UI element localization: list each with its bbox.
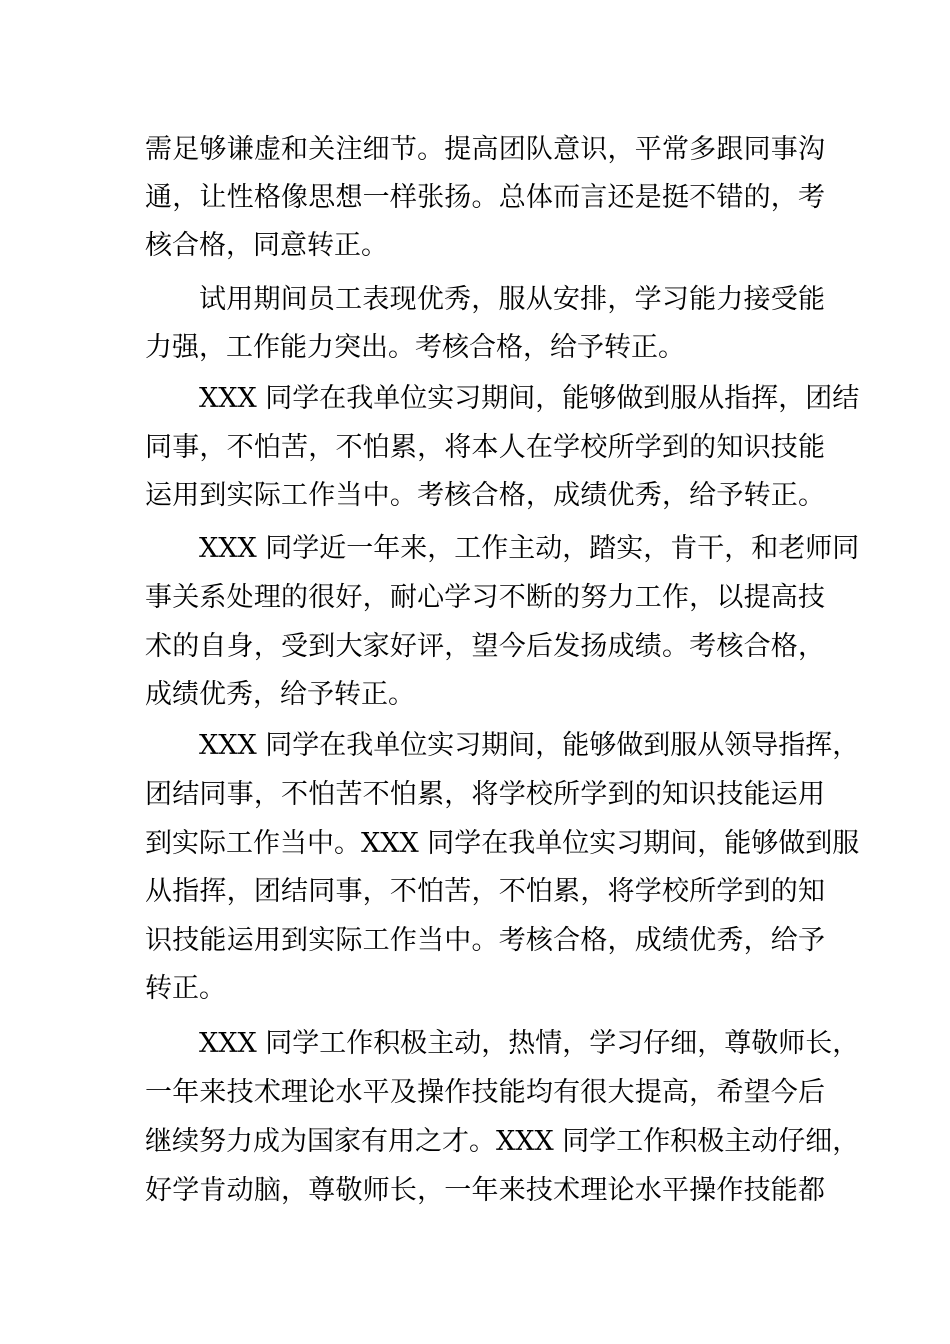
text-line: 到实际工作当中。XXX 同学在我单位实习期间，能够做到服 bbox=[145, 828, 860, 859]
text-line: 力强，工作能力突出。考核合格，给予转正。 bbox=[145, 332, 685, 363]
text-line: 核合格，同意转正。 bbox=[145, 230, 388, 261]
text-line: XXX 同学工作积极主动，热情，学习仔细，尊敬师长， bbox=[199, 1028, 860, 1059]
text-line: 术的自身，受到大家好评，望今后发扬成绩。考核合格， bbox=[145, 631, 825, 662]
text-line: XXX 同学在我单位实习期间，能够做到服从指挥，团结 bbox=[199, 383, 860, 414]
text-line: 需足够谦虚和关注细节。提高团队意识，平常多跟同事沟 bbox=[145, 134, 825, 165]
text-line: XXX 同学在我单位实习期间，能够做到服从领导指挥， bbox=[199, 730, 860, 761]
text-line: 试用期间员工表现优秀，服从安排，学习能力接受能 bbox=[199, 284, 825, 315]
text-line: 一年来技术理论水平及操作技能均有很大提高，希望今后 bbox=[145, 1077, 825, 1108]
text-line: 事关系处理的很好，耐心学习不断的努力工作，以提高技 bbox=[145, 582, 825, 613]
text-line: 成绩优秀，给予转正。 bbox=[145, 679, 415, 710]
text-line: 通，让性格像思想一样张扬。总体而言还是挺不错的，考 bbox=[145, 182, 825, 213]
text-line: 好学肯动脑，尊敬师长，一年来技术理论水平操作技能都 bbox=[145, 1175, 825, 1206]
text-line: 团结同事，不怕苦不怕累，将学校所学到的知识技能运用 bbox=[145, 779, 825, 810]
text-line: 同事，不怕苦，不怕累，将本人在学校所学到的知识技能 bbox=[145, 432, 825, 463]
text-line: 转正。 bbox=[145, 973, 226, 1004]
text-line: 从指挥，团结同事，不怕苦，不怕累，将学校所学到的知 bbox=[145, 876, 825, 907]
text-line: XXX 同学近一年来，工作主动，踏实，肯干，和老师同 bbox=[199, 533, 860, 564]
text-line: 运用到实际工作当中。考核合格，成绩优秀，给予转正。 bbox=[145, 480, 825, 511]
text-line: 识技能运用到实际工作当中。考核合格，成绩优秀，给予 bbox=[145, 925, 825, 956]
text-line: 继续努力成为国家有用之才。XXX 同学工作积极主动仔细， bbox=[145, 1126, 860, 1157]
